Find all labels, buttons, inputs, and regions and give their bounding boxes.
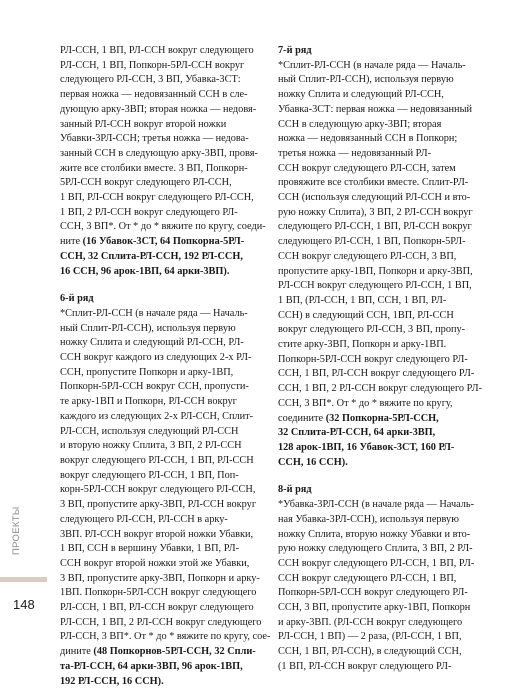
summary-bold-text: 16 ССН, 96 арок-1ВП, 64 арки-3ВП). xyxy=(60,265,230,277)
text-line: ножка — недовязанный ССН в Попкорн; xyxy=(278,133,458,145)
summary-bold-text: 128 арок-1ВП, 16 Убавок-3СТ, 160 РЛ- xyxy=(278,441,455,453)
summary-line xyxy=(60,660,263,675)
row-7-heading: 7-й ряд xyxy=(278,45,312,56)
text-line: те арку-1ВП и Попкорн, РЛ-ССН вокруг xyxy=(60,396,237,408)
summary-lead-word: дините xyxy=(60,646,94,658)
text-line: третья ножка — недовязанный РЛ- xyxy=(278,147,432,159)
text-line: РЛ-ССН, 1 ВП, РЛ-ССН вокруг следующего xyxy=(60,45,254,56)
text-line: Убавка-3СТ: первая ножка — недовязанный xyxy=(278,103,472,115)
text-line: ССН, 3 ВП*. От * до * вяжите по кругу, соеди- xyxy=(60,221,266,233)
page-number: 148 xyxy=(13,597,35,612)
text-line: 1 ВП, РЛ-ССН вокруг следующего РЛ-ССН, xyxy=(60,192,254,204)
summary-bold-text: 192 РЛ-ССН, 16 ССН). xyxy=(60,675,164,687)
text-line: РЛ-ССН, используя следующий РЛ-ССН xyxy=(60,425,239,437)
text-line: стите арку-3ВП, Попкорн и арку-1ВП. xyxy=(278,339,447,351)
text-line: *Убавка-3РЛ-ССН (в начале ряда — Началь- xyxy=(278,499,475,511)
text-line: занный ССН в следующую арку-3ВП, провя- xyxy=(60,147,258,159)
text-line: *Сплит-РЛ-ССН (в начале ряда — Началь- xyxy=(278,59,466,71)
section-side-label: ПРОЕКТЫ xyxy=(11,506,22,555)
summary-bold-text: ССН, 32 Сплита-РЛ-ССН, 192 РЛ-ССН, xyxy=(60,250,243,262)
text-line: РЛ-ССН, 1 ВП, 2 РЛ-ССН вокруг следующего xyxy=(60,616,262,628)
text-line: 1 ВП, (РЛ-ССН, 1 ВП, ССН, 1 ВП, РЛ- xyxy=(278,294,447,306)
text-line: дующую арку-3ВП; вторая ножка — недовя- xyxy=(60,103,257,115)
summary-line xyxy=(278,412,485,427)
text-line: Попкорн-5РЛ-ССН вокруг следующего РЛ- xyxy=(278,587,468,599)
row-8-instructions xyxy=(278,498,485,674)
text-line: ССН вокруг второй ножки этой же Убавки, xyxy=(60,557,250,569)
text-line: жите все столбики вместе. 3 ВП, Попкорн- xyxy=(60,162,248,174)
text-line: РЛ-ССН, 1 ВП) — 2 раза, (РЛ-ССН, 1 ВП, xyxy=(278,631,462,643)
text-line: ССН, 1 ВП, 2 РЛ-ССН вокруг следующего РЛ- xyxy=(278,383,483,395)
summary-lead-word: соедините xyxy=(278,412,326,424)
text-line: ССН, 1 ВП, РЛ-ССН вокруг следующего РЛ- xyxy=(278,368,475,380)
text-line: первая ножка — недовязанный ССН в сле- xyxy=(60,89,248,101)
text-line: каждого из следующих 2-х РЛ-ССН, Сплит- xyxy=(60,410,254,422)
text-line: Попкорн-5РЛ-ССН вокруг следующего РЛ- xyxy=(278,353,468,365)
text-line: РЛ-ССН, 1 ВП, Попкорн-5РЛ-ССН вокруг xyxy=(60,59,245,71)
text-line: 1 ВП, ССН в вершину Убавки, 1 ВП, РЛ- xyxy=(60,543,240,555)
row-6-instructions xyxy=(60,307,271,689)
summary-bold-text: (48 Попкорнов-5РЛ-ССН, 32 Спли- xyxy=(93,646,256,658)
text-line: ССН вокруг каждого из следующих 2-х РЛ- xyxy=(60,352,252,364)
left-text-column xyxy=(60,44,271,689)
text-line: РЛ-ССН, 3 ВП*. От * до * вяжите по кругу, сое- xyxy=(60,631,271,643)
text-line: ССН вокруг следующего РЛ-ССН, 1 ВП, РЛ- xyxy=(278,557,475,569)
text-line: ССН вокруг следующего РЛ-ССН, затем xyxy=(278,162,456,174)
text-line: и арку-3ВП. (РЛ-ССН вокруг следующего xyxy=(278,616,463,628)
summary-line xyxy=(278,456,485,471)
text-line: 3 ВП, пропустите арку-3ВП, Попкорн и арку- xyxy=(60,572,260,584)
summary-bold-text: 32 Сплита-РЛ-ССН, 64 арки-3ВП, xyxy=(278,427,436,439)
text-line: РЛ-ССН вокруг следующего РЛ-ССН, 1 ВП, xyxy=(278,280,472,292)
summary-line xyxy=(60,250,263,265)
text-line: вокруг следующего РЛ-ССН, 1 ВП, РЛ-ССН xyxy=(60,454,254,466)
text-line: 3 ВП, пропустите арку-3ВП, РЛ-ССН вокруг xyxy=(60,499,257,511)
text-line: ССН, 1 ВП, РЛ-ССН), в следующий ССН, xyxy=(278,646,462,658)
summary-line xyxy=(60,645,263,660)
text-line: следующего РЛ-ССН, 3 ВП, Убавка-3СТ: xyxy=(60,74,241,86)
text-line: ная Убавка-3РЛ-ССН), используя первую xyxy=(278,513,459,525)
text-line: ССН, пропустите Попкорн и арку-1ВП, xyxy=(60,366,234,378)
text-line: 1ВП. Попкорн-5РЛ-ССН вокруг следующего xyxy=(60,587,257,599)
text-line: Попкорн-5РЛ-ССН вокруг ССН, пропусти- xyxy=(60,381,249,393)
summary-bold-text: та-РЛ-ССН, 64 арки-3ВП, 96 арок-1ВП, xyxy=(60,660,243,672)
text-line: ный Сплит-РЛ-ССН), используя первую xyxy=(60,322,236,334)
text-line: ССН, 3 ВП, пропустите арку-1ВП, Попкорн xyxy=(278,602,471,614)
text-line: ССН, 3 ВП*. От * до * вяжите по кругу, xyxy=(278,397,453,409)
text-line: рую ножку Сплита), 3 ВП, 2 РЛ-ССН вокруг xyxy=(278,206,473,218)
summary-line xyxy=(60,675,263,689)
row-7-instructions xyxy=(278,59,485,471)
text-line: 1 ВП, 2 РЛ-ССН вокруг следующего РЛ- xyxy=(60,206,238,218)
summary-bold-text: ССН, 16 ССН). xyxy=(278,456,348,468)
text-line: 5РЛ-ССН вокруг следующего РЛ-ССН, xyxy=(60,177,232,189)
text-line: Убавки-3РЛ-ССН; третья ножка — недова- xyxy=(60,133,249,145)
text-line: вокруг следующего РЛ-ССН, 3 ВП, пропу- xyxy=(278,324,466,336)
text-line: ножку Сплита и следующий РЛ-ССН, РЛ- xyxy=(60,337,244,349)
row-6-heading: 6-й ряд xyxy=(60,293,94,305)
right-text-column xyxy=(278,44,485,675)
text-line: ный Сплит-РЛ-ССН), используя первую xyxy=(278,74,454,86)
side-accent-bar xyxy=(0,577,47,582)
text-line: РЛ-ССН, 1 ВП, РЛ-ССН вокруг следующего xyxy=(60,602,254,614)
text-line: ножку Сплита, вторую ножку Убавки и вто- xyxy=(278,528,471,540)
row-5-continuation xyxy=(60,44,266,279)
text-line: ССН (используя следующий РЛ-ССН и вто- xyxy=(278,192,471,204)
text-line: ССН) в следующий ССН, 1ВП, РЛ-ССН xyxy=(278,309,454,321)
text-line: ССН в следующую арку-3ВП; вторая xyxy=(278,118,442,130)
text-line: *Сплит-РЛ-ССН (в начале ряда — Началь- xyxy=(60,307,248,319)
text-line: ССН вокруг следующего РЛ-ССН, 3 ВП, xyxy=(278,250,457,262)
text-line: (1 ВП, РЛ-ССН вокруг следующего РЛ- xyxy=(278,660,452,672)
row-8-heading: 8-й ряд xyxy=(278,484,312,496)
text-line: 3ВП. РЛ-ССН вокруг второй ножки Убавки, xyxy=(60,528,254,540)
summary-bold-text: (16 Убавок-3СТ, 64 Попкорна-5РЛ- xyxy=(82,236,245,248)
text-line: корн-5РЛ-ССН вокруг следующего РЛ-ССН, xyxy=(60,484,256,496)
text-line: ССН вокруг следующего РЛ-ССН, 1 ВП, xyxy=(278,572,457,584)
summary-line xyxy=(60,235,263,250)
summary-line xyxy=(278,441,485,456)
summary-line xyxy=(278,426,485,441)
text-line: пропустите арку-1ВП, Попкорн и арку-3ВП, xyxy=(278,265,473,277)
summary-bold-text: (32 Попкорна-5РЛ-ССН, xyxy=(325,412,439,424)
summary-lead-word: ните xyxy=(60,236,83,248)
summary-line xyxy=(60,265,263,280)
text-line: вокруг следующего РЛ-ССН, 1 ВП, Поп- xyxy=(60,469,239,481)
text-line: следующего РЛ-ССН, РЛ-ССН в арку- xyxy=(60,513,228,525)
text-line: занный РЛ-ССН вокруг второй ножки xyxy=(60,118,227,130)
text-line: ножку Сплита и следующий РЛ-ССН, xyxy=(278,89,444,101)
text-line: рую ножку следующего Сплита, 3 ВП, 2 РЛ- xyxy=(278,543,473,555)
text-line: провяжите все столбики вместе. Сплит-РЛ- xyxy=(278,177,469,189)
text-line: и вторую ножку Сплита, 3 ВП, 2 РЛ-ССН xyxy=(60,440,242,452)
text-line: следующего РЛ-ССН, 1 ВП, Попкорн-5РЛ- xyxy=(278,236,466,248)
text-line: следующего РЛ-ССН, 1 ВП, РЛ-ССН вокруг xyxy=(278,221,472,233)
